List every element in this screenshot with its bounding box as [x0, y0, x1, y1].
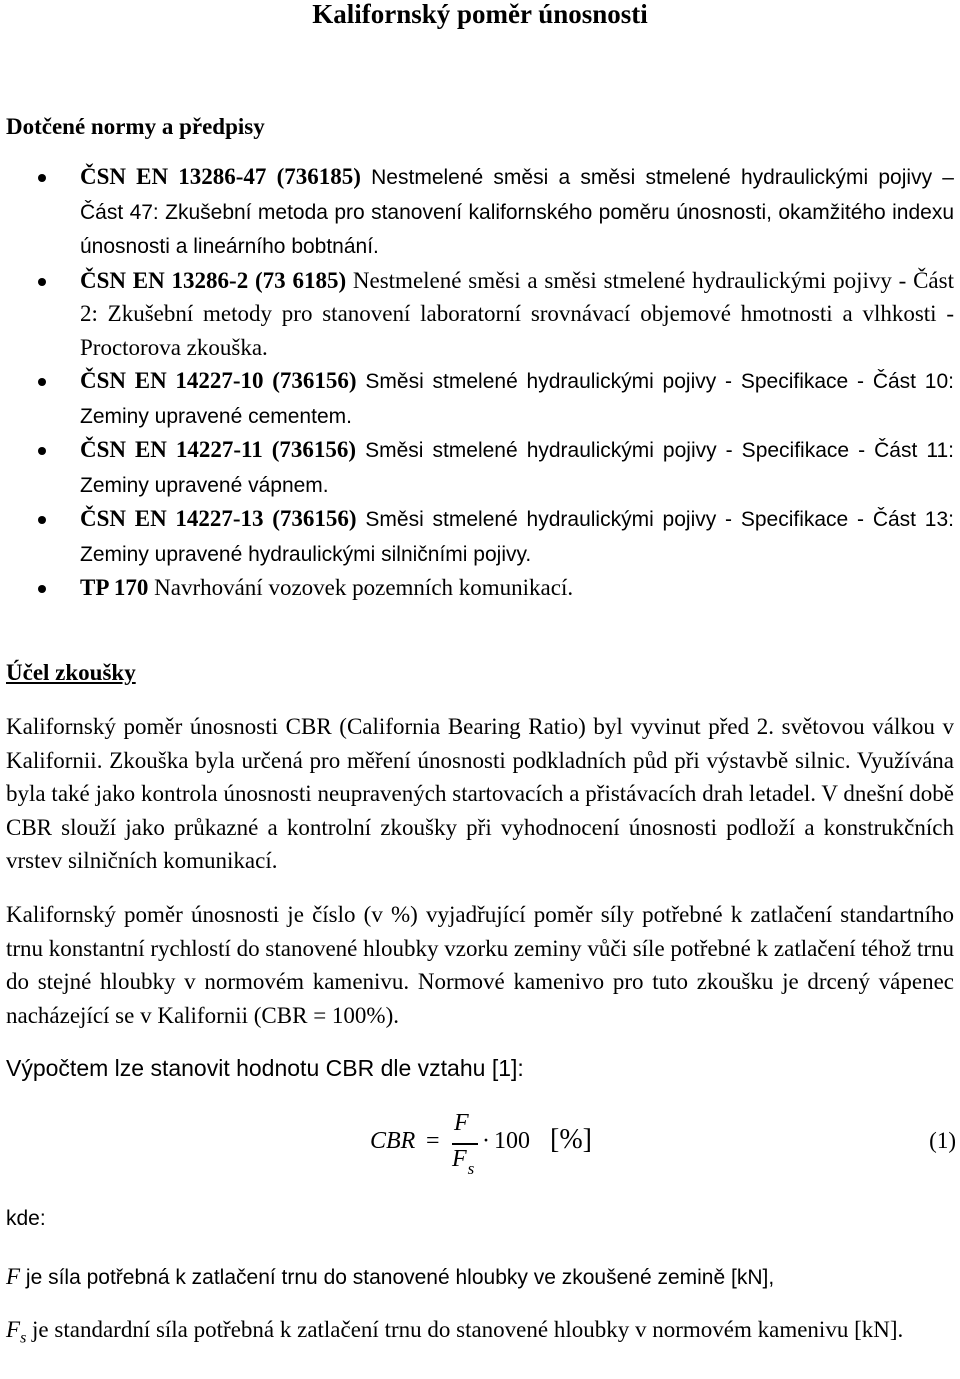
norm-item — [0, 160, 960, 264]
definition-fs — [6, 1313, 954, 1355]
norm-text: Navrhování vozovek pozemních komunikací. — [148, 575, 574, 600]
formula-factor: 100 — [494, 1128, 530, 1154]
purpose-heading: Účel zkoušky — [6, 660, 136, 685]
fraction-bar — [452, 1143, 478, 1145]
norm-code: ČSN EN 14227-11 (736156) — [80, 437, 357, 462]
bullet-icon — [38, 174, 46, 182]
norm-text: Nestmelené směsi a směsi stmelené hydraulickými pojivy - Část 2: Zkušební metody pro stanovení laboratorní srovnávací objemové hmotnosti a vlhkosti - Proctorova zkouška. — [80, 267, 954, 360]
purpose-paragraph-1: Kalifornský poměr únosnosti CBR (California Bearing Ratio) byl vyvinut před 2. světovou válkou v Kalifornii. Zkouška byla určená pro měření únosnosti podkladních půd při výstavbě silnic. Využívána byla také jako kontrola únosnosti neupravených startovacích a přistávacích drah letadel. V dnešní době CBR slouží jako průkazné a kontrolní zkoušky při vyhodnocení únosnosti podloží a konstrukčních vrstev silničních komunikací. — [6, 714, 954, 873]
purpose-paragraph-2: Kalifornský poměr únosnosti je číslo (v %) vyjadřující poměr síly potřebné k zatlačení standartního trnu konstantní rychlostí do stanovené hloubky vzorku zeminy vůči síle potřebné k zatlačení téhož trnu do stejné hloubky v normovém kamenivu. Normové kamenivo pro tuto zkoušku je drcený vápenec nacházející se v Kalifornii (CBR = 100%). — [6, 902, 954, 1028]
bullet-icon — [38, 516, 46, 524]
formula-numerator: F — [454, 1110, 469, 1136]
norm-code: TP 170 — [80, 575, 149, 600]
definition-fs-text: je standardní síla potřebná k zatlačení trnu do stanovené hloubky v normovém kamenivu [kN]. — [26, 1317, 904, 1342]
formula-times: · — [482, 1128, 490, 1154]
definition-f — [6, 1260, 954, 1295]
formula-denominator-subscript: s — [467, 1159, 475, 1178]
norm-item — [0, 571, 960, 605]
norm-text: Nestmelené směsi a směsi stmelené hydraulickými pojivy – Část 47: Zkušební metoda pro stanovení kalifornského poměru únosnosti, okamžitého indexu únosnosti a lineárního bobtnání. — [80, 166, 954, 258]
equation-number: (1) — [929, 1128, 956, 1153]
page-title: Kalifornský poměr únosnosti — [312, 0, 648, 29]
formula-equals: = — [426, 1128, 440, 1154]
formula-lhs: CBR — [370, 1128, 416, 1154]
norms-heading: Dotčené normy a předpisy — [6, 114, 265, 139]
norm-code: ČSN EN 14227-10 (736156) — [80, 368, 357, 393]
formula-unit: [%] — [550, 1124, 592, 1155]
norm-code: ČSN EN 13286-47 (736185) — [80, 164, 361, 189]
bullet-icon — [38, 278, 46, 286]
norm-item — [0, 502, 960, 571]
norm-item — [0, 364, 960, 433]
definition-f-symbol: F — [6, 1264, 21, 1289]
cbr-formula — [370, 1108, 590, 1188]
bullet-icon — [38, 447, 46, 455]
norm-code: ČSN EN 14227-13 (736156) — [80, 506, 357, 531]
bullet-icon — [38, 378, 46, 386]
definition-fs-symbol: F — [6, 1317, 21, 1342]
norm-text: Směsi stmelené hydraulickými pojivy - Specifikace - Část 10: Zeminy upravené cementem. — [80, 370, 954, 428]
purpose-paragraph-3: Výpočtem lze stanovit hodnotu CBR dle vztahu [1]: — [6, 1055, 524, 1081]
bullet-icon — [38, 585, 46, 593]
definition-fs-subscript: s — [20, 1329, 27, 1347]
norm-item — [0, 264, 960, 365]
norm-item — [0, 433, 960, 502]
norm-text: Směsi stmelené hydraulickými pojivy - Specifikace - Část 13: Zeminy upravené hydraulickými silničními pojivy. — [80, 508, 954, 566]
where-label: kde: — [6, 1207, 46, 1230]
definition-f-text: je síla potřebná k zatlačení trnu do stanovené hloubky ve zkoušené zemině [kN], — [20, 1266, 775, 1289]
norm-code: ČSN EN 13286-2 (73 6185) — [80, 267, 347, 293]
norms-list — [0, 160, 960, 605]
formula-denominator: $F_s$ — [452, 1146, 475, 1178]
norm-text: Směsi stmelené hydraulickými pojivy - Specifikace - Část 11: Zeminy upravené vápnem. — [80, 439, 954, 497]
